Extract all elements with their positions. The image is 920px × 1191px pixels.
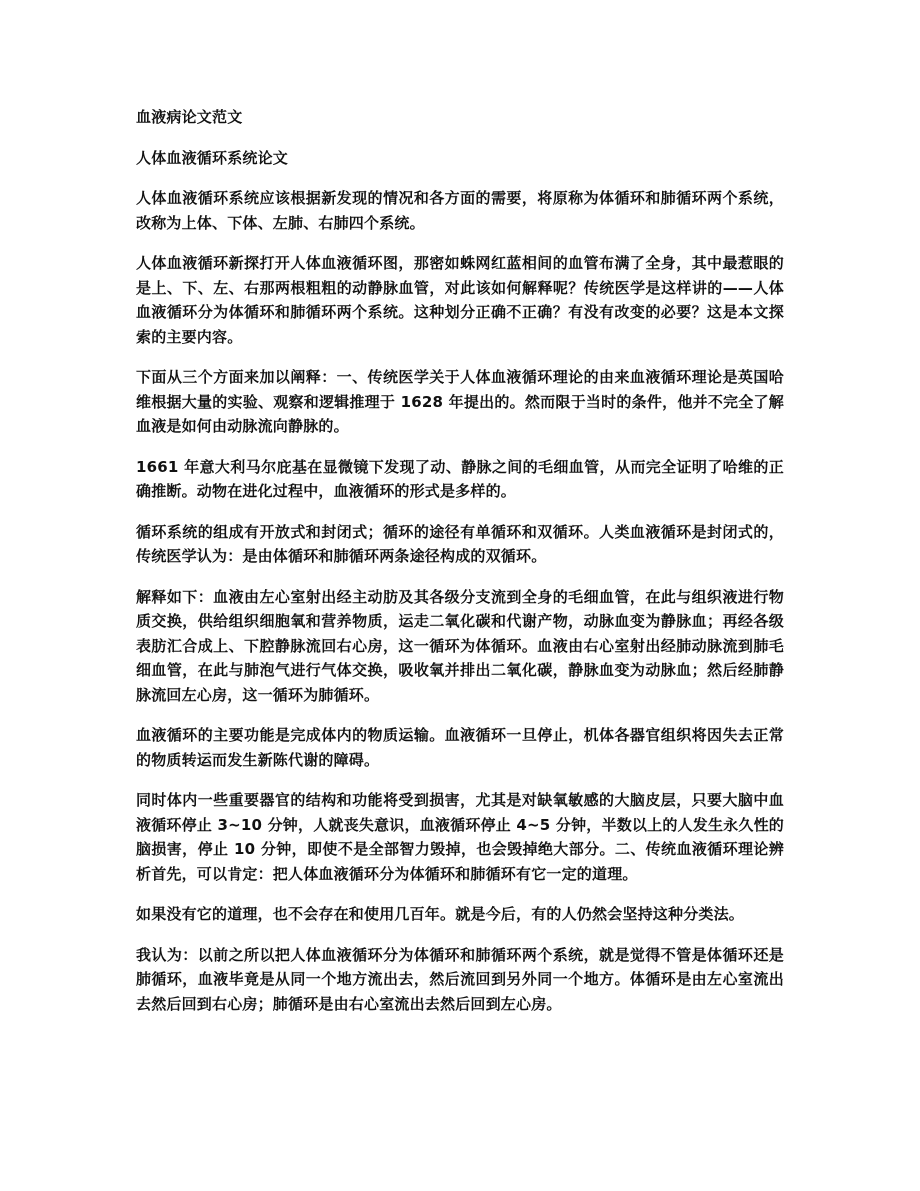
paragraph: 循环系统的组成有开放式和封闭式；循环的途径有单循环和双循环。人类血液循环是封闭式的，传统医学认为：是由体循环和肺循环两条途径构成的双循环。 xyxy=(136,522,784,565)
document-subtitle: 人体血液循环系统论文 xyxy=(136,148,289,167)
paragraph: 我认为：以前之所以把人体血液循环分为体循环和肺循环两个系统，就是觉得不管是体循环还是肺循环，血液毕竟是从同一个地方流出去，然后流回到另外同一个地方。体循环是由左心室流出去然后回到右心房；肺循环是由右心室流出去然后回到左心房。 xyxy=(136,945,784,1013)
document-body xyxy=(136,105,784,1032)
paragraph: 1661 年意大利马尔庇基在显微镜下发现了动、静脉之间的毛细血管，从而完全证明了哈维的正确推断。动物在进化过程中，血液循环的形式是多样的。 xyxy=(136,457,784,500)
paragraph: 人体血液循环系统应该根据新发现的情况和各方面的需要，将原称为体循环和肺循环两个系统，改称为上体、下体、左肺、右肺四个系统。 xyxy=(136,189,784,232)
paragraph: 下面从三个方面来加以阐释：一、传统医学关于人体血液循环理论的由来血液循环理论是英国哈维根据大量的实验、观察和逻辑推理于 1628 年提出的。然而限于当时的条件，他并不完全了解血液是如何由动脉流向静脉的。 xyxy=(136,368,784,435)
paragraph: 解释如下：血液由左心室射出经主动肪及其各级分支流到全身的毛细血管，在此与组织液进行物质交换，供给组织细胞氧和营养物质，运走二氧化碳和代谢产物，动脉血变为静脉血；再经各级表肪汇合成上、下腔静脉流回右心房，这一循环为体循环。血液由右心室射出经肺动脉流到肺毛细血管，在此与肺泡气进行气体交换，吸收氧并排出二氧化碳，静脉血变为动脉血；然后经肺静脉流回左心房，这一循环为肺循环。 xyxy=(136,587,784,704)
paragraph: 如果没有它的道理，也不会存在和使用几百年。就是今后，有的人仍然会坚持这种分类法。 xyxy=(136,905,745,923)
paragraph: 同时体内一些重要器官的结构和功能将受到损害，尤其是对缺氧敏感的大脑皮层，只要大脑中血液循环停止 3~10 分钟，人就丧失意识，血液循环停止 4~5 分钟，半数以上的人发生永久性的脑损害，停止 10 分钟，即使不是全部智力毁掉，也会毁掉绝大部分。二、传统血液循环理论辨析首先，可以肯定：把人体血液循环分为体循环和肺循环有它一定的道理。 xyxy=(136,791,784,883)
paragraph: 血液循环的主要功能是完成体内的物质运输。血液循环一旦停止，机体各器官组织将因失去正常的物质转运而发生新陈代谢的障碍。 xyxy=(136,726,784,769)
paragraph: 人体血液循环新探打开人体血液循环图，那密如蛛网红蓝相间的血管布满了全身，其中最惹眼的是上、下、左、右那两根粗粗的动静脉血管，对此该如何解释呢？传统医学是这样讲的——人体血液循环分为体循环和肺循环两个系统。这种划分正确不正确？有没有改变的必要？这是本文探索的主要内容。 xyxy=(136,254,784,346)
document-title: 血液病论文范文 xyxy=(136,108,243,126)
